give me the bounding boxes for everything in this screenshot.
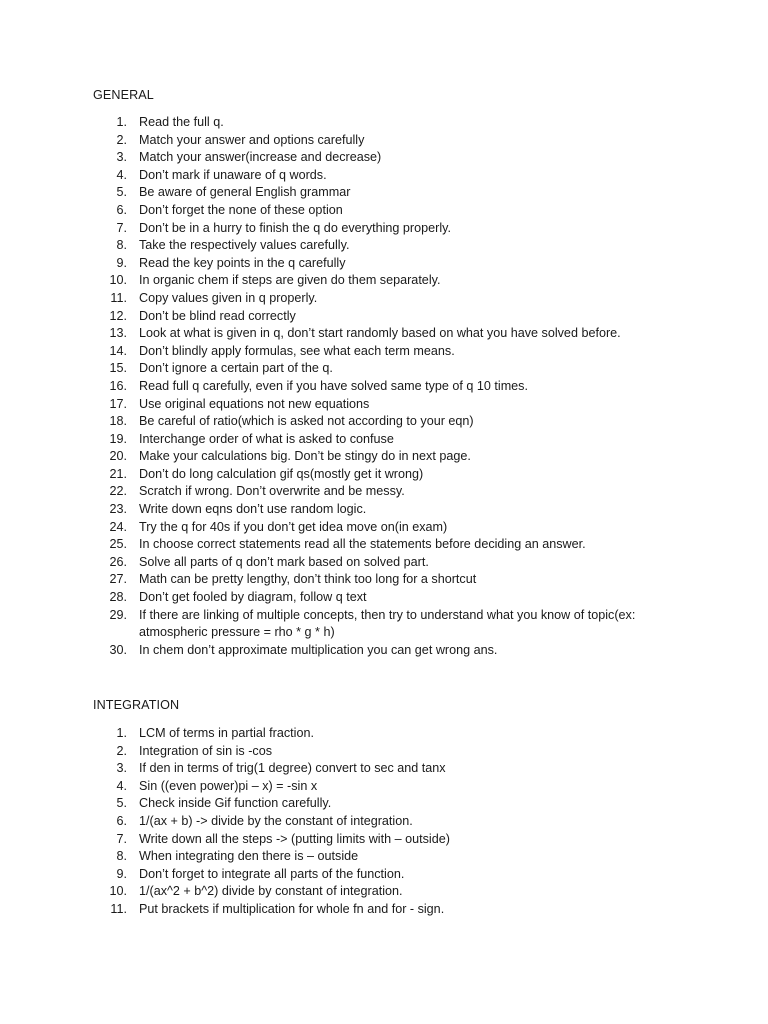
list-item — [0, 167, 768, 185]
list-item-number: 5. — [116, 796, 127, 811]
list-item — [0, 149, 768, 167]
list-item-number: 7. — [116, 220, 127, 235]
list-item-number: 17. — [109, 396, 127, 411]
list-item-text: Use original equations not new equations — [139, 396, 370, 411]
list-item — [0, 413, 768, 431]
list-item — [0, 220, 768, 238]
list-item-number: 3. — [116, 150, 127, 165]
list-item-number: 3. — [116, 761, 127, 776]
list-item — [0, 607, 768, 642]
list-item — [0, 883, 768, 901]
list-item-text: Put brackets if multiplication for whole fn and for - sign. — [139, 901, 445, 916]
list-item-number: 11. — [110, 290, 127, 305]
list-item — [0, 343, 768, 361]
list-item-number: 18. — [109, 414, 127, 429]
list-item — [0, 554, 768, 572]
list-item — [0, 848, 768, 866]
list-item-number: 23. — [109, 502, 127, 517]
list-item-number: 16. — [109, 378, 127, 393]
list-item-text: Don’t mark if unaware of q words. — [139, 167, 327, 182]
list-item-number: 19. — [109, 431, 127, 446]
list-item-number: 20. — [109, 449, 127, 464]
list-item — [0, 642, 768, 660]
list-item — [0, 325, 768, 343]
list-item — [0, 831, 768, 849]
list-item-text: Write down eqns don’t use random logic. — [139, 502, 367, 517]
list-item-number: 8. — [116, 849, 127, 864]
list-item-text: Don’t blindly apply formulas, see what each term means. — [139, 343, 455, 358]
list-item-text: Integration of sin is -cos — [139, 743, 272, 758]
list-item-text: Write down all the steps -> (putting limits with – outside) — [139, 831, 450, 846]
list-item — [0, 132, 768, 150]
list-item-text: When integrating den there is – outside — [139, 849, 359, 864]
list-item-text: Be aware of general English grammar — [139, 185, 351, 200]
list-item-text: Read the key points in the q carefully — [139, 255, 346, 270]
list-item — [0, 466, 768, 484]
list-item-text: In organic chem if steps are given do them separately. — [139, 273, 441, 288]
list-item-text: Solve all parts of q don’t mark based on solved part. — [139, 554, 429, 569]
list-item-text: Copy values given in q properly. — [139, 290, 318, 305]
list-item-text: Read the full q. — [139, 115, 224, 129]
list-item-number: 2. — [116, 743, 127, 758]
list-item — [0, 255, 768, 273]
list-item-text: If there are linking of multiple concepts, then try to understand what you know of topic(ex: atmospheric pressure = rho * g * h) — [139, 607, 636, 640]
list-item — [0, 202, 768, 220]
list-item-number: 13. — [109, 326, 127, 341]
list-item-text: Math can be pretty lengthy, don’t think too long for a shortcut — [139, 572, 477, 587]
list-item — [0, 866, 768, 884]
list-item-number: 8. — [116, 238, 127, 253]
list-item-text: Don’t forget the none of these option — [139, 202, 343, 217]
list-item — [0, 536, 768, 554]
list-item-number: 1. — [116, 115, 127, 129]
list-item-number: 14. — [109, 343, 127, 358]
list-item-text: 1/(ax + b) -> divide by the constant of integration. — [139, 813, 413, 828]
list-item — [0, 778, 768, 796]
general-tips-list — [0, 114, 768, 659]
list-item-number: 12. — [109, 308, 127, 323]
list-item-text: Don’t be in a hurry to finish the q do everything properly. — [139, 220, 451, 235]
list-item — [0, 589, 768, 607]
list-item-number: 25. — [109, 537, 127, 552]
list-item-number: 24. — [109, 519, 127, 534]
list-item-number: 4. — [116, 167, 127, 182]
list-item — [0, 114, 768, 132]
list-item — [0, 448, 768, 466]
list-item-text: Take the respectively values carefully. — [139, 238, 350, 253]
list-item-text: Read full q carefully, even if you have solved same type of q 10 times. — [139, 378, 528, 393]
list-item-number: 10. — [109, 273, 127, 288]
list-item-text: Don’t get fooled by diagram, follow q text — [139, 590, 367, 605]
list-item-number: 6. — [116, 202, 127, 217]
list-item — [0, 396, 768, 414]
list-item — [0, 237, 768, 255]
list-item-number: 6. — [116, 813, 127, 828]
list-item-text: Interchange order of what is asked to confuse — [139, 431, 394, 446]
list-item-text: Match your answer(increase and decrease) — [139, 150, 382, 165]
list-item-text: If den in terms of trig(1 degree) convert to sec and tanx — [139, 761, 446, 776]
list-item-number: 9. — [116, 255, 127, 270]
list-item — [0, 760, 768, 778]
list-item — [0, 360, 768, 378]
list-item-number: 4. — [116, 778, 127, 793]
list-item-text: In choose correct statements read all the statements before deciding an answer. — [139, 537, 586, 552]
list-item — [0, 725, 768, 743]
section-heading-integration: INTEGRATION — [93, 698, 180, 712]
list-item-number: 2. — [116, 132, 127, 147]
list-item-number: 1. — [116, 726, 127, 740]
list-item-number: 29. — [109, 607, 127, 622]
list-item — [0, 431, 768, 449]
list-item-number: 28. — [109, 590, 127, 605]
list-item-number: 11. — [110, 901, 127, 916]
list-item-text: Scratch if wrong. Don’t overwrite and be messy. — [139, 484, 405, 499]
list-item — [0, 501, 768, 519]
list-item-number: 27. — [109, 572, 127, 587]
list-item — [0, 378, 768, 396]
list-item — [0, 272, 768, 290]
list-item-text: Try the q for 40s if you don’t get idea move on(in exam) — [139, 519, 448, 534]
list-item-text: Don’t do long calculation gif qs(mostly get it wrong) — [139, 466, 424, 481]
list-item-number: 9. — [116, 866, 127, 881]
list-item — [0, 290, 768, 308]
list-item — [0, 519, 768, 537]
list-item-text: Look at what is given in q, don’t start randomly based on what you have solved before. — [139, 326, 621, 341]
list-item — [0, 743, 768, 761]
integration-tips-list — [0, 725, 768, 919]
list-item-number: 5. — [116, 185, 127, 200]
list-item-text: In chem don’t approximate multiplication you can get wrong ans. — [139, 642, 498, 657]
list-item — [0, 813, 768, 831]
list-item-number: 26. — [109, 554, 127, 569]
list-item-text: Match your answer and options carefully — [139, 132, 365, 147]
list-item — [0, 184, 768, 202]
list-item-number: 15. — [109, 361, 127, 376]
list-item-number: 21. — [109, 466, 127, 481]
list-item-number: 7. — [116, 831, 127, 846]
list-item-text: Don’t ignore a certain part of the q. — [139, 361, 333, 376]
list-item-text: 1/(ax^2 + b^2) divide by constant of integration. — [139, 884, 403, 899]
list-item-text: Don’t be blind read correctly — [139, 308, 296, 323]
list-item — [0, 571, 768, 589]
list-item-text: Sin ((even power)pi – x) = -sin x — [139, 778, 318, 793]
list-item-text: Check inside Gif function carefully. — [139, 796, 332, 811]
list-item-number: 10. — [109, 884, 127, 899]
section-heading-general: GENERAL — [93, 88, 154, 102]
list-item-number: 30. — [109, 642, 127, 657]
list-item — [0, 795, 768, 813]
list-item — [0, 308, 768, 326]
list-item-text: Be careful of ratio(which is asked not according to your eqn) — [139, 414, 474, 429]
list-item-text: LCM of terms in partial fraction. — [139, 726, 314, 740]
list-item-text: Make your calculations big. Don’t be stingy do in next page. — [139, 449, 471, 464]
list-item — [0, 901, 768, 919]
list-item — [0, 483, 768, 501]
list-item-text: Don’t forget to integrate all parts of the function. — [139, 866, 405, 881]
list-item-number: 22. — [109, 484, 127, 499]
